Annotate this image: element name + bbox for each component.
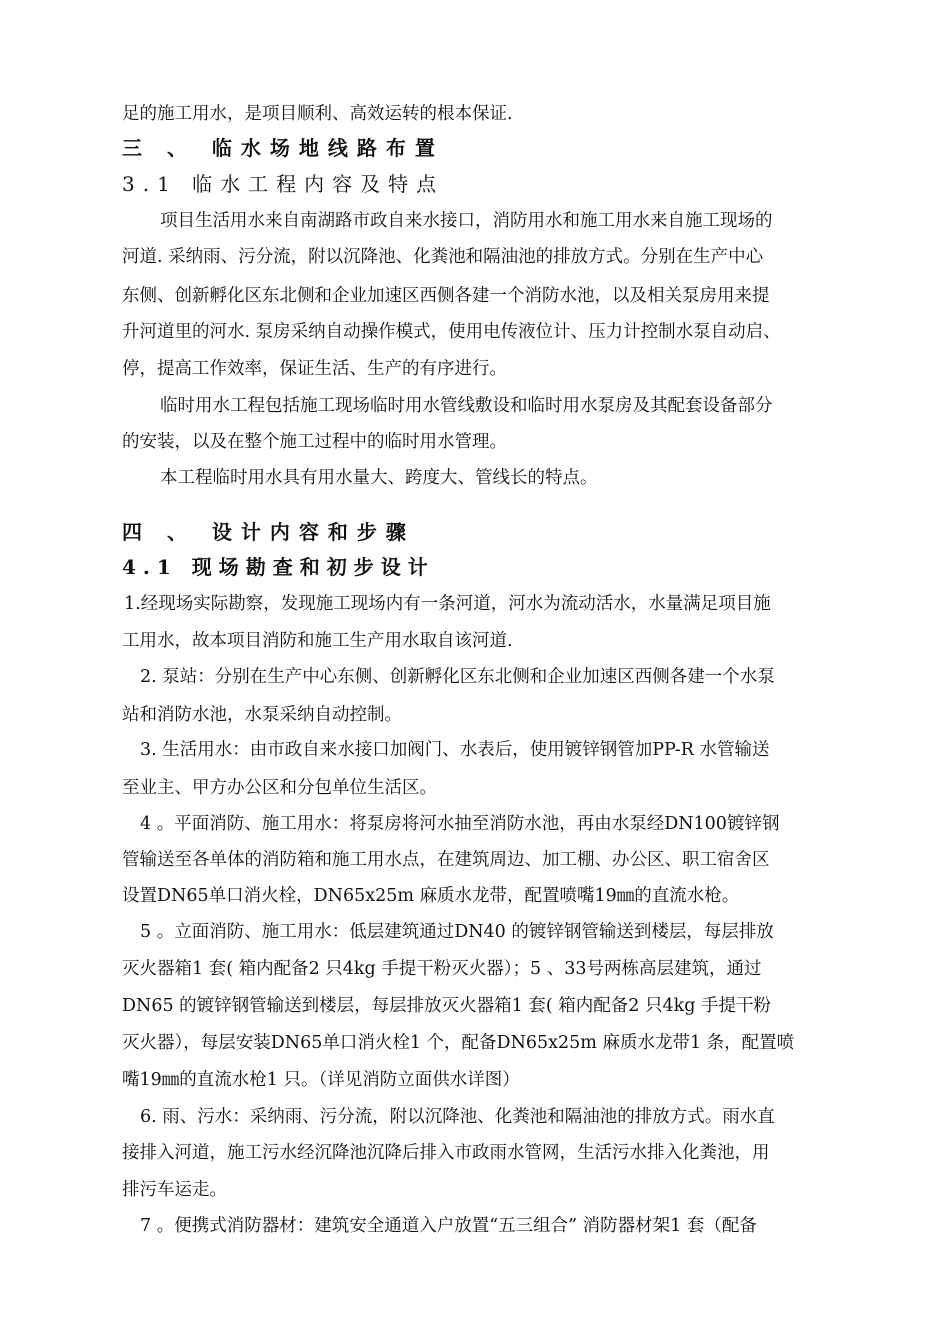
list-item-line: 排污车运走。 [122,1180,227,1200]
list-item-line: 1.经现场实际勘察，发现施工现场内有一条河道，河水为流动活水，水量满足项目施 [124,594,771,614]
list-item-line: 2. 泵站：分别在生产中心东侧、创新孵化区东北侧和企业加速区西侧各建一个水泵 [140,667,775,687]
list-item-line: 5 。立面消防、施工用水：低层建筑通过DN40 的镀锌钢管输送到楼层，每层排放 [140,922,774,942]
list-item-line: 接排入河道，施工污水经沉降池沉降后排入市政雨水管网，生活污水排入化粪池，用 [122,1143,770,1163]
list-item-line: 站和消防水池，水泵采纳自动控制。 [122,705,402,725]
paragraph-line: 临时用水工程包括施工现场临时用水管线敷设和临时用水泵房及其配套设备部分 [160,396,773,416]
list-item-line: 7 。便携式消防器材：建筑安全通道入户放置“五三组合” 消防器材架1 套（配备 [140,1216,757,1236]
paragraph-line: 升河道里的河水. 泵房采纳自动操作模式，使用电传液位计、压力计控制水泵自动启、 [122,322,781,342]
list-item-line: 3. 生活用水：由市政自来水接口加阀门、水表后，使用镀锌钢管加PP-R 水管输送 [140,740,770,760]
list-item-line: 4 。平面消防、施工用水：将泵房将河水抽至消防水池，再由水泵经DN100镀锌钢 [140,814,780,834]
list-item-line: 至业主、甲方办公区和分包单位生活区。 [122,778,437,798]
list-item-line: 灭火器），每层安装DN65单口消火栓1 个，配备DN65x25m 麻质水龙带1 条，配置喷 [122,1033,795,1053]
paragraph-line: 本工程临时用水具有用水量大、跨度大、管线长的特点。 [160,468,598,488]
subsection-heading-4-1: 4.1 现场勘查和初步设计 [122,555,435,579]
list-item-line: DN65 的镀锌钢管输送到楼层，每层排放灭火器箱1 套( 箱内配备2 只4kg 手提干粉 [122,996,771,1016]
paragraph-line: 项目生活用水来自南湖路市政自来水接口，消防用水和施工用水来自施工现场的 [160,211,773,231]
list-item-line: 工用水，故本项目消防和施工生产用水取自该河道. [122,631,513,651]
paragraph-line: 东侧、创新孵化区东北侧和企业加速区西侧各建一个消防水池，以及相关泵房用来提 [122,286,770,306]
subsection-heading-3-1: 3.1 临水工程内容及特点 [122,172,445,196]
list-item-line: 灭火器箱1 套( 箱内配备2 只4kg 手提干粉灭火器）；5 、33号两栋高层建筑，通过 [122,959,762,979]
list-item-line: 设置DN65单口消火栓，DN65x25m 麻质水龙带，配置喷嘴19㎜的直流水枪。 [122,886,740,906]
paragraph-line: 河道. 采纳雨、污分流，附以沉降池、化粪池和隔油池的排放方式。分别在生产中心 [122,247,764,267]
paragraph-line: 的安装，以及在整个施工过程中的临时用水管理。 [122,432,507,452]
paragraph-line: 停，提高工作效率，保证生活、生产的有序进行。 [122,359,507,379]
list-item-line: 嘴19㎜的直流水枪1 只。（详见消防立面供水详图） [122,1070,520,1090]
section-heading-4: 四 、 设计内容和步骤 [122,520,415,544]
text-line: 足的施工用水，是项目顺利、高效运转的根本保证. [122,104,513,124]
list-item-line: 6. 雨、污水：采纳雨、污分流，附以沉降池、化粪池和隔油池的排放方式。雨水直 [140,1107,775,1127]
section-heading-3: 三 、 临水场地线路布置 [122,136,444,160]
list-item-line: 管输送至各单体的消防箱和施工用水点，在建筑周边、加工棚、办公区、职工宿舍区 [122,850,770,870]
